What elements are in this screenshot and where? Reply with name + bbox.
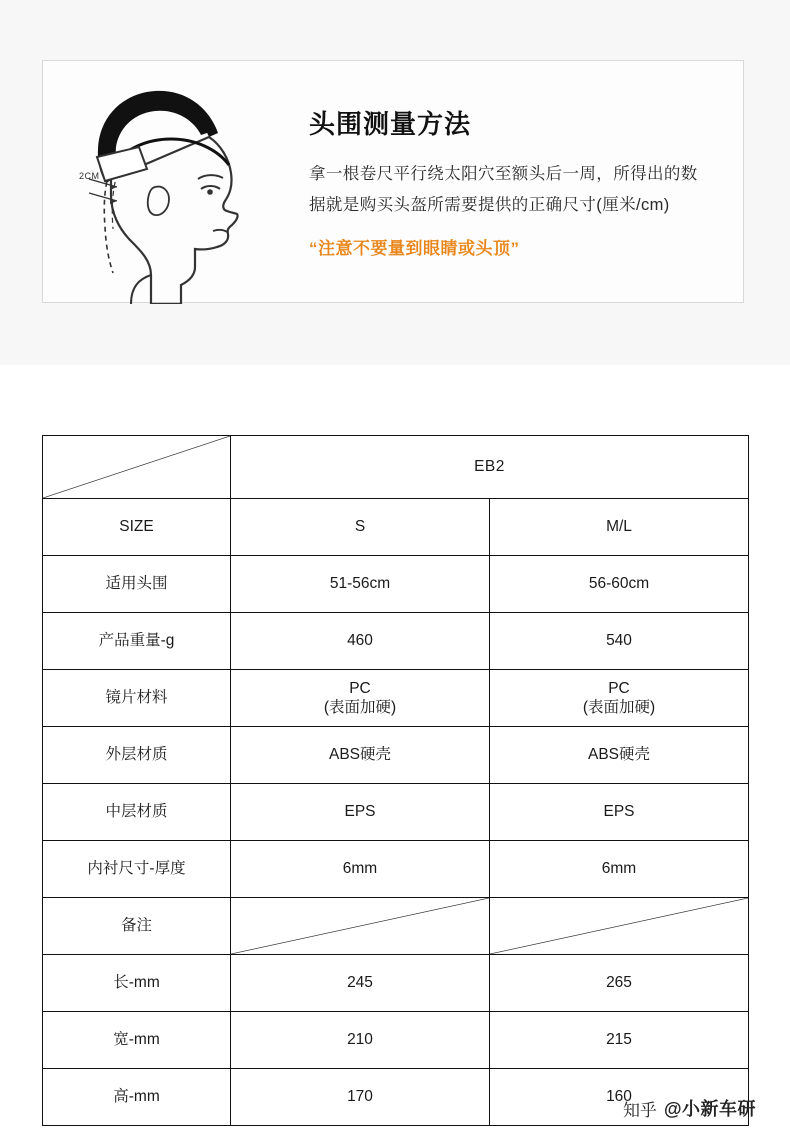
row-value-ml: 540 [490, 613, 749, 670]
row-value-ml: ABS硬壳 [490, 727, 749, 784]
row-value-s: 210 [231, 1012, 490, 1069]
row-value-s: S [231, 499, 490, 556]
table-row-model [43, 436, 749, 499]
table-row [43, 784, 749, 841]
watermark [623, 1095, 756, 1121]
row-value-ml: 265 [490, 955, 749, 1012]
row-value-ml: 160 [490, 1069, 749, 1126]
table-model-name: EB2 [231, 436, 749, 499]
row-label: 外层材质 [43, 727, 231, 784]
zhihu-logo: 知乎 [622, 1100, 657, 1120]
row-value-ml-line2: (表面加硬) [582, 699, 656, 716]
row-value-s: 51-56cm [231, 556, 490, 613]
head-measurement-illustration [43, 61, 301, 302]
row-label: 产品重量-g [43, 613, 231, 670]
row-value-s: 460 [231, 613, 490, 670]
row-value-ml: 215 [490, 1012, 749, 1069]
table-row [43, 1012, 749, 1069]
spec-table [42, 435, 749, 1126]
illustration-label-2cm: 2CM [79, 171, 100, 181]
measure-warning-note: “注意不要量到眼睛或头顶” [309, 239, 520, 259]
table-corner-cell [43, 436, 231, 499]
measure-title: 头围测量方法 [309, 108, 472, 139]
table-row [43, 556, 749, 613]
row-label: 内衬尺寸-厚度 [43, 841, 231, 898]
table-row [43, 670, 749, 727]
row-value-ml [490, 898, 749, 955]
row-value-s [231, 898, 490, 955]
table-row [43, 499, 749, 556]
row-value-s: 6mm [231, 841, 490, 898]
row-value-s-line1: PC [349, 679, 371, 697]
row-value-s-line2: (表面加硬) [323, 699, 397, 716]
head-profile-drawing [43, 61, 301, 304]
row-value-ml: 56-60cm [490, 556, 749, 613]
row-value-ml: 6mm [490, 841, 749, 898]
row-value-ml: M/L [490, 499, 749, 556]
row-value-s: ABS硬壳 [231, 727, 490, 784]
row-label: SIZE [43, 499, 231, 556]
row-label: 适用头围 [43, 556, 231, 613]
row-label: 备注 [43, 898, 231, 955]
row-label: 高-mm [43, 1069, 231, 1126]
row-label: 宽-mm [43, 1012, 231, 1069]
row-value-ml: EPS [490, 784, 749, 841]
row-label: 镜片材料 [43, 670, 231, 727]
row-label: 长-mm [43, 955, 231, 1012]
row-value-ml [490, 670, 749, 727]
table-row [43, 955, 749, 1012]
table-row [43, 841, 749, 898]
row-value-s: 170 [231, 1069, 490, 1126]
row-value-ml-line1: PC [608, 679, 630, 697]
head-measurement-card [42, 60, 744, 303]
table-row [43, 727, 749, 784]
measure-body-text: 拿一根卷尺平行绕太阳穴至额头后一周，所得出的数据就是购买头盔所需要提供的正确尺寸(厘米/cm) [309, 164, 698, 214]
watermark-author: @小新车研 [663, 1099, 756, 1119]
row-label: 中层材质 [43, 784, 231, 841]
row-value-s: 245 [231, 955, 490, 1012]
table-row-remark [43, 898, 749, 955]
row-value-s [231, 670, 490, 727]
table-row [43, 613, 749, 670]
row-value-s: EPS [231, 784, 490, 841]
